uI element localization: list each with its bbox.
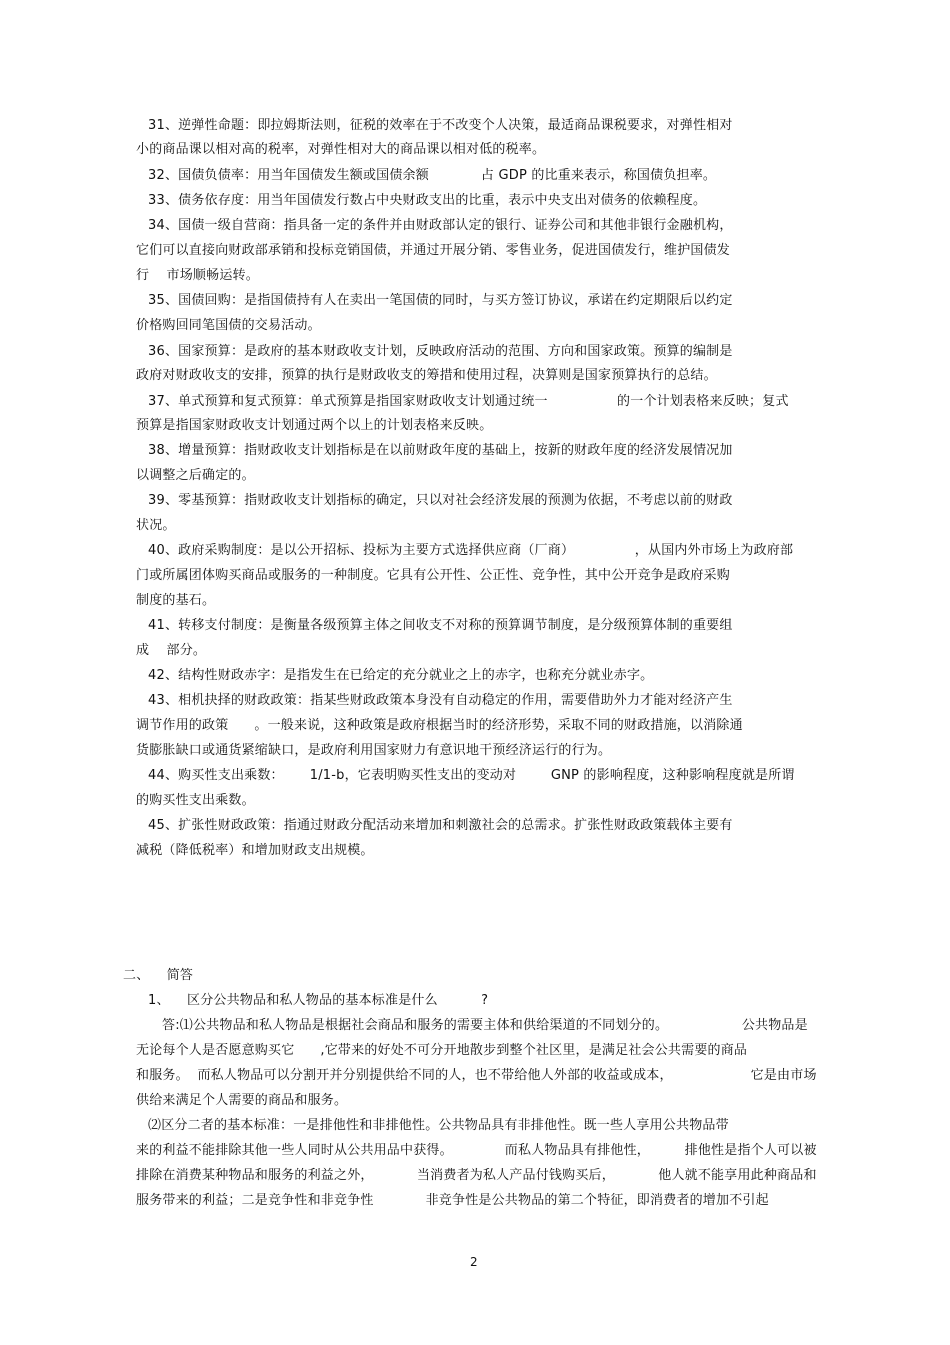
item-34-line-3: 行 市场顺畅运转。 (136, 268, 259, 283)
item-37-line-1: 37、单式预算和复式预算：单式预算是指国家财政收支计划通过统一 的一个计划表格来反映；复式 (148, 394, 789, 409)
item-36-line-2: 政府对财政收支的安排，预算的执行是财政收支的筹措和使用过程，决算则是国家预算执行的总结。 (136, 368, 717, 383)
item-43-line-1: 43、相机抉择的财政政策：指某些财政政策本身没有自动稳定的作用，需要借助外力才能对经济产生 (148, 693, 733, 708)
item-41-line-2: 成 部分。 (136, 643, 207, 658)
item-35-line-1: 35、国债回购：是指国债持有人在卖出一笔国债的同时，与买方签订协议，承诺在约定期限后以约定 (148, 293, 733, 308)
answer-line-6: 来的利益不能排除其他一些人同时从公共用品中获得。 而私人物品具有排他性， 排他性是指个人可以被 (136, 1143, 817, 1158)
item-43-line-3: 货膨胀缺口或通货紧缩缺口，是政府利用国家财力有意识地干预经济运行的行为。 (136, 743, 612, 758)
item-36-line-1: 36、国家预算：是政府的基本财政收支计划，反映政府活动的范围、方向和国家政策。预算的编制是 (148, 344, 733, 359)
answer-line-4: 供给来满足个人需要的商品和服务。 (136, 1093, 348, 1108)
section-heading: 二、 简答 (123, 968, 194, 983)
item-44-line-2: 的购买性支出乘数。 (136, 793, 255, 808)
item-42: 42、结构性财政赤字：是指发生在已给定的充分就业之上的赤字，也称充分就业赤字。 (148, 668, 654, 683)
page-number: 2 (470, 1255, 478, 1269)
item-37-line-2: 预算是指国家财政收支计划通过两个以上的计划表格来反映。 (136, 418, 493, 433)
answer-line-5: ⑵区分二者的基本标准：一是排他性和非排他性。公共物品具有非排他性。既一些人享用公共物品带 (148, 1118, 729, 1133)
item-32: 32、国债负债率：用当年国债发生额或国债余额 占 GDP 的比重来表示，称国债负担率。 (148, 168, 717, 183)
item-43-line-2: 调节作用的政策 。一般来说，这种政策是政府根据当时的经济形势，采取不同的财政措施，以消除通 (136, 718, 743, 733)
item-40-line-3: 制度的基石。 (136, 593, 216, 608)
item-38-line-2: 以调整之后确定的。 (136, 468, 255, 483)
item-45-line-1: 45、扩张性财政政策：指通过财政分配活动来增加和刺激社会的总需求。扩张性财政政策载体主要有 (148, 818, 733, 833)
item-39-line-1: 39、零基预算：指财政收支计划指标的确定，只以对社会经济发展的预测为依据，不考虑以前的财政 (148, 493, 733, 508)
item-38-line-1: 38、增量预算：指财政收支计划指标是在以前财政年度的基础上，按新的财政年度的经济发展情况加 (148, 443, 733, 458)
answer-line-2: 无论每个人是否愿意购买它 ,它带来的好处不可分开地散步到整个社区里，是满足社会公共需要的商品 (136, 1043, 748, 1058)
item-33: 33、债务依存度：用当年国债发行数占中央财政支出的比重，表示中央支出对债务的依赖程度。 (148, 193, 707, 208)
item-40-line-1: 40、政府采购制度：是以公开招标、投标为主要方式选择供应商（厂商） ，从国内外市场上为政府部 (148, 543, 794, 558)
item-41-line-1: 41、转移支付制度：是衡量各级预算主体之间收支不对称的预算调节制度，是分级预算体制的重要组 (148, 618, 733, 633)
answer-line-8: 服务带来的利益；二是竞争性和非竞争性 非竞争性是公共物品的第二个特征，即消费者的增加不引起 (136, 1193, 769, 1208)
question-1: 1、 区分公共物品和私人物品的基本标准是什么 ? (148, 993, 489, 1008)
item-34-line-2: 它们可以直接向财政部承销和投标竞销国债，并通过开展分销、零售业务，促进国债发行，维护国债发 (136, 243, 731, 258)
answer-line-1: 答:⑴公共物品和私人物品是根据社会商品和服务的需要主体和供给渠道的不同划分的。 公共物品是 (162, 1018, 808, 1033)
item-45-line-2: 减税（降低税率）和增加财政支出规模。 (136, 843, 374, 858)
item-44-line-1: 44、购买性支出乘数： 1/1-b，它表明购买性支出的变动对 GNP 的影响程度，这种影响程度就是所谓 (148, 768, 795, 783)
item-31-line-2: 小的商品课以相对高的税率，对弹性相对大的商品课以相对低的税率。 (136, 142, 546, 157)
item-31-line-1: 31、逆弹性命题：即拉姆斯法则，征税的效率在于不改变个人决策，最适商品课税要求，对弹性相对 (148, 118, 733, 133)
item-34-line-1: 34、国债一级自营商：指具备一定的条件并由财政部认定的银行、证券公司和其他非银行金融机构， (148, 218, 733, 233)
item-35-line-2: 价格购回同笔国债的交易活动。 (136, 318, 321, 333)
item-39-line-2: 状况。 (136, 518, 176, 533)
item-40-line-2: 门或所属团体购买商品或服务的一种制度。它具有公开性、公正性、竞争性，其中公开竞争是政府采购 (136, 568, 731, 583)
answer-line-3: 和服务。 而私人物品可以分割开并分别提供给不同的人，也不带给他人外部的收益或成本， 它是由市场 (136, 1068, 817, 1083)
answer-line-7: 排除在消费某种物品和服务的利益之外， 当消费者为私人产品付钱购买后， 他人就不能享用此种商品和 (136, 1168, 817, 1183)
